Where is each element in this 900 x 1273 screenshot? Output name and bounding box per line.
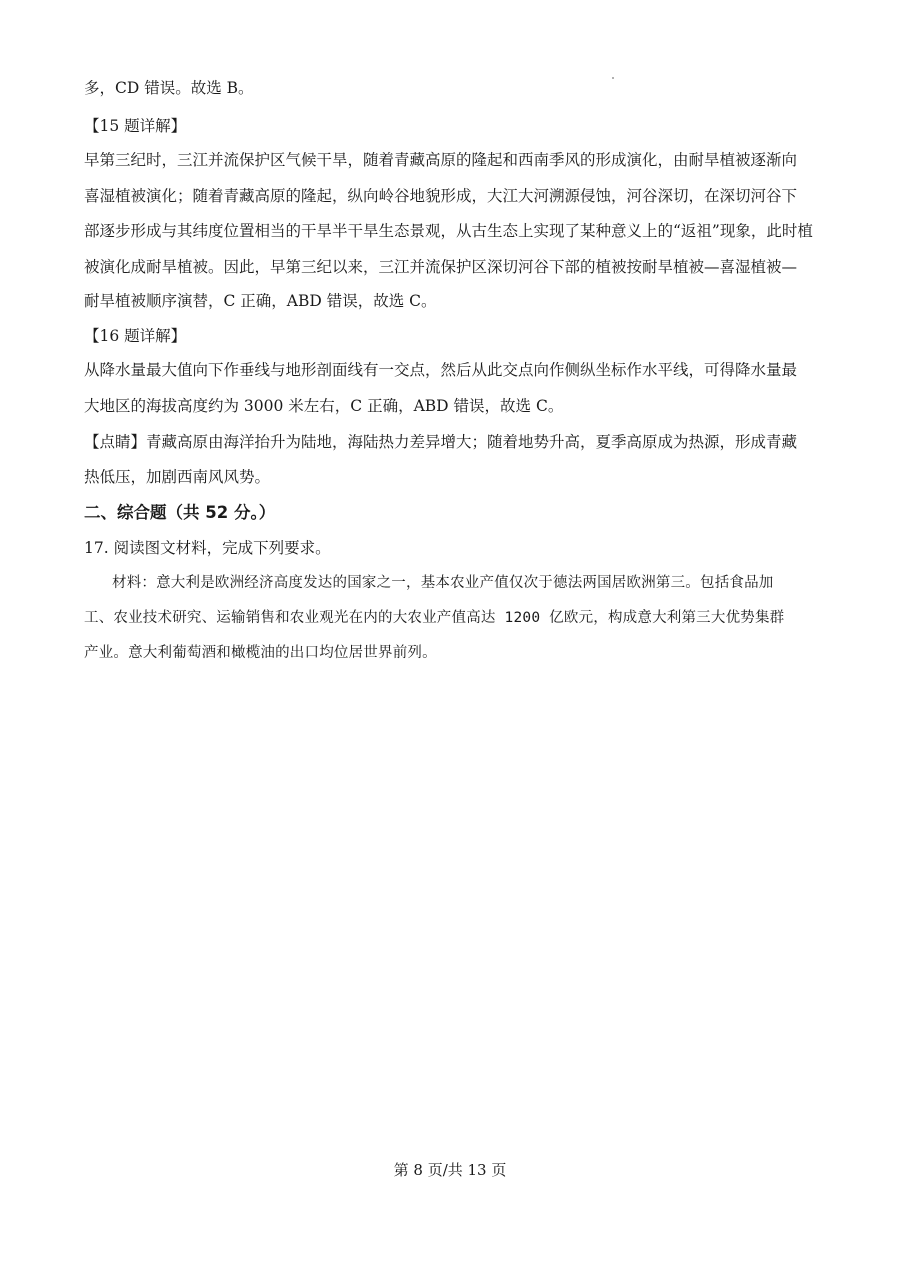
material-line-2: 工、农业技术研究、运输销售和农业观光在内的大农业产值高达 1200 亿欧元，构成意大利第三大优势集群 — [84, 610, 785, 626]
q15-paragraph-line-3: 部逐步形成与其纬度位置相当的干旱半干旱生态景观，从古生态上实现了某种意义上的“返祖”现象，此时植 — [84, 222, 813, 240]
q15-paragraph-line-4: 被演化成耐旱植被。因此，早第三纪以来，三江并流保护区深切河谷下部的植被按耐旱植被—喜湿植被— — [84, 258, 798, 276]
key-point-line-1: 【点睛】青藏高原由海洋抬升为陆地，海陆热力差异增大；随着地势升高，夏季高原成为热源，形成青藏 — [84, 433, 798, 451]
material-line-1: 材料：意大利是欧洲经济高度发达的国家之一，基本农业产值仅次于德法两国居欧洲第三。包括食品加 — [112, 575, 774, 591]
material-line-3: 产业。意大利葡萄酒和橄榄油的出口均位居世界前列。 — [84, 645, 437, 661]
q15-detail-label: 【15 题详解】 — [84, 117, 187, 135]
answer-tail-line: 多，CD 错误。故选 B。 — [84, 79, 254, 97]
key-point-line-2: 热低压，加剧西南风风势。 — [84, 468, 271, 486]
q16-paragraph-line-1: 从降水量最大值向下作垂线与地形剖面线有一交点，然后从此交点向作侧纵坐标作水平线，可得降水量最 — [84, 361, 798, 379]
q15-paragraph-line-1: 早第三纪时，三江并流保护区气候干旱，随着青藏高原的隆起和西南季风的形成演化，由耐旱植被逐渐向 — [84, 151, 798, 169]
page-number-footer: 第 8 页/共 13 页 — [393, 1161, 507, 1179]
q16-detail-label: 【16 题详解】 — [84, 327, 187, 345]
q16-paragraph-line-2: 大地区的海拔高度约为 3000 米左右，C 正确，ABD 错误，故选 C。 — [84, 397, 564, 415]
section-heading: 二、综合题（共 52 分。） — [84, 503, 276, 522]
question-17-prompt: 17. 阅读图文材料，完成下列要求。 — [84, 539, 331, 557]
q15-paragraph-line-5: 耐旱植被顺序演替，C 正确，ABD 错误，故选 C。 — [84, 292, 437, 310]
q15-paragraph-line-2: 喜湿植被演化；随着青藏高原的隆起，纵向岭谷地貌形成，大江大河溯源侵蚀，河谷深切，在深切河谷下 — [84, 187, 798, 205]
